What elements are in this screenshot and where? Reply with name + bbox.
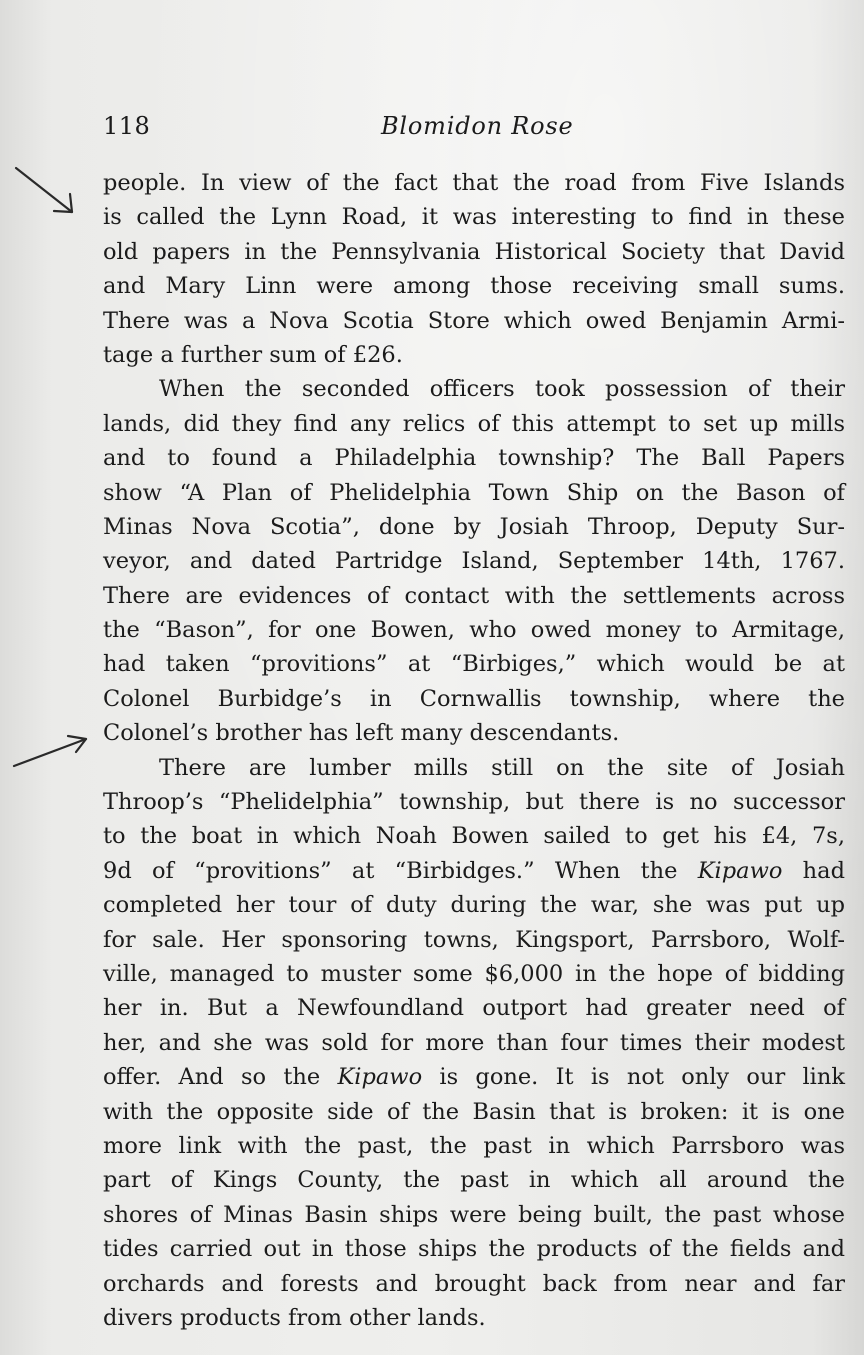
- running-header: [103, 112, 845, 146]
- text-line: ville, managed to muster some $6,000 in the hope of bidding: [103, 960, 845, 987]
- text-line: veyor, and dated Partridge Island, September 14th, 1767.: [103, 548, 845, 575]
- text-line: the “Bason”, for one Bowen, who owed money to Armitage,: [103, 617, 845, 644]
- text-line: completed her tour of duty during the war, she was put up: [103, 892, 845, 919]
- text-line: tage a further sum of £26.: [103, 341, 403, 368]
- text-line: people. In view of the fact that the road from Five Islands: [103, 170, 845, 196]
- page-number: 118: [103, 112, 151, 140]
- text-line: There are lumber mills still on the site of Josiah: [159, 754, 845, 781]
- text-line: show “A Plan of Phelidelphia Town Ship on the Bason of: [103, 479, 845, 506]
- text-line: with the opposite side of the Basin that is broken: it is one: [103, 1098, 845, 1125]
- text-line: divers products from other lands.: [103, 1304, 486, 1331]
- margin-arrow-icon: [10, 162, 80, 218]
- running-title: Blomidon Rose: [381, 112, 574, 140]
- text-line: There are evidences of contact with the settlements across: [103, 582, 845, 609]
- text-line: Minas Nova Scotia”, done by Josiah Throop, Deputy Sur-: [103, 513, 845, 540]
- text-line: Colonel Burbidge’s in Cornwallis township, where the: [103, 685, 845, 712]
- text-line: 9d of “provitions” at “Birbidges.” When the Kipawo had: [103, 857, 845, 884]
- text-line: When the seconded officers took possession of their: [159, 376, 845, 403]
- text-line: shores of Minas Basin ships were being built, the past whose: [103, 1201, 845, 1228]
- text-line: orchards and forests and brought back from near and far: [103, 1270, 845, 1297]
- text-line: old papers in the Pennsylvania Historical Society that David: [103, 238, 845, 265]
- text-line: part of Kings County, the past in which all around the: [103, 1167, 845, 1194]
- text-line: lands, did they find any relics of this attempt to set up mills: [103, 410, 845, 437]
- body-text: [103, 166, 845, 1335]
- text-line: more link with the past, the past in which Parrsboro was: [103, 1132, 845, 1159]
- text-line: Colonel’s brother has left many descendants.: [103, 720, 620, 747]
- text-line: for sale. Her sponsoring towns, Kingsport, Parrsboro, Wolf-: [103, 926, 845, 953]
- text-line: to the boat in which Noah Bowen sailed to get his £4, 7s,: [103, 823, 845, 850]
- text-line: Throop’s “Phelidelphia” township, but there is no successor: [103, 789, 845, 816]
- margin-arrow-icon: [10, 732, 90, 772]
- text-line: her, and she was sold for more than four times their modest: [103, 1029, 845, 1056]
- text-line: had taken “provitions” at “Birbiges,” which would be at: [103, 651, 845, 678]
- text-line: her in. But a Newfoundland outport had greater need of: [103, 995, 845, 1022]
- text-line: tides carried out in those ships the products of the fields and: [103, 1236, 845, 1263]
- text-line: is called the Lynn Road, it was interesting to find in these: [103, 204, 845, 231]
- text-line: and to found a Philadelphia township? The Ball Papers: [103, 445, 845, 472]
- text-line: There was a Nova Scotia Store which owed Benjamin Armi-: [103, 307, 845, 334]
- text-line: offer. And so the Kipawo is gone. It is not only our link: [103, 1064, 845, 1091]
- text-line: and Mary Linn were among those receiving small sums.: [103, 273, 845, 300]
